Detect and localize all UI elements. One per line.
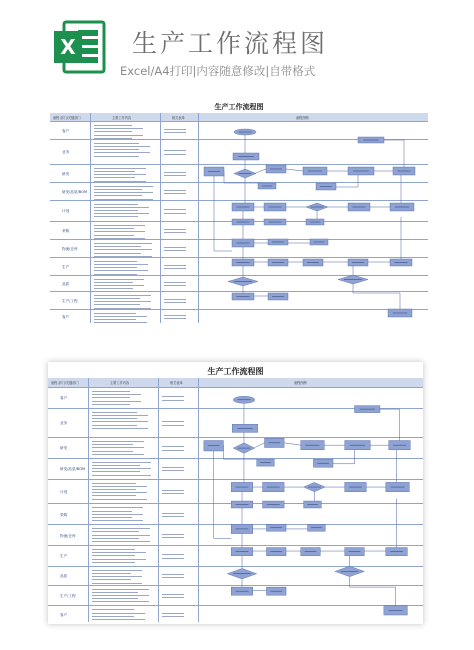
table-header: [50, 113, 428, 121]
task-text-line: [92, 471, 140, 472]
header-col-work: 主要工作内容: [110, 381, 130, 385]
flow-connector: [256, 169, 266, 173]
lane-name: 生产/工程: [60, 593, 76, 598]
task-text-line: [92, 483, 136, 484]
task-text-line: [92, 489, 136, 490]
lane-name: 品质: [60, 574, 68, 579]
flowchart-diagram: [198, 121, 428, 323]
flow-connector: [255, 443, 265, 448]
task-text-line: [92, 451, 133, 452]
lane-name: 生产: [60, 554, 68, 559]
task-text-line: [94, 235, 134, 236]
task-text-line: [92, 559, 146, 560]
form-text-line: [162, 594, 184, 595]
task-text-line: [94, 270, 148, 271]
form-text-line: [162, 616, 184, 617]
header-col-dept: 流程 部门/关键部门: [51, 381, 79, 385]
task-text-line: [92, 538, 139, 539]
task-text-line: [94, 207, 149, 208]
form-text-line: [164, 175, 186, 176]
header-col-flow: 流程图例: [296, 116, 309, 120]
task-text-line: [94, 279, 144, 280]
task-text-line: [94, 282, 133, 283]
lane-name: 研发/品质/BOM: [62, 189, 88, 194]
task-text-line: [94, 253, 141, 254]
task-text-line: [92, 592, 138, 593]
task-text-line: [92, 549, 135, 550]
header-col-dept: 流程 部门/关键部门: [53, 116, 81, 120]
lane-name: 研发: [60, 446, 68, 451]
task-text-line: [94, 213, 149, 214]
task-text-line: [92, 517, 132, 518]
task-text-line: [94, 319, 136, 320]
task-text-line: [94, 243, 152, 244]
task-text-line: [92, 394, 141, 395]
task-text-line: [94, 192, 153, 193]
lane-name: 业务: [62, 150, 70, 155]
task-text-line: [92, 555, 135, 556]
form-text-line: [164, 190, 186, 191]
task-text-line: [94, 301, 151, 302]
task-text-line: [94, 304, 140, 305]
task-text-line: [92, 520, 143, 521]
task-text-line: [92, 609, 134, 610]
header-col-forms: 相关表单: [172, 116, 185, 120]
task-text-line: [94, 249, 152, 250]
task-text-line: [94, 228, 134, 229]
lane-name: 品质: [62, 281, 70, 286]
col-divider: [88, 378, 89, 622]
task-text-line: [94, 168, 146, 169]
task-text-line: [92, 595, 149, 596]
form-text-line: [164, 247, 186, 248]
flowchart-diagram: [198, 387, 423, 622]
page-subtitle: Excel/A4打印|内容随意修改|自带格式: [120, 64, 316, 78]
form-text-line: [162, 554, 184, 555]
lane-name: 计划: [60, 489, 68, 494]
task-text-line: [94, 146, 150, 147]
task-text-line: [94, 156, 139, 157]
task-text-line: [94, 135, 143, 136]
preview-page-1: [50, 100, 428, 325]
task-text-line: [94, 216, 138, 217]
task-text-line: [94, 171, 135, 172]
form-text-line: [162, 613, 184, 614]
lane-name: 生产/工程: [62, 298, 78, 303]
lane-name: 物流/仓库: [62, 246, 78, 251]
task-text-line: [92, 404, 130, 405]
task-text-line: [94, 128, 143, 129]
task-text-line: [92, 418, 137, 419]
task-text-line: [92, 535, 150, 536]
task-text-line: [92, 562, 135, 563]
form-text-line: [164, 282, 186, 283]
form-text-line: [164, 265, 186, 266]
task-text-line: [92, 570, 142, 571]
form-text-line: [164, 268, 186, 269]
task-text-line: [94, 131, 132, 132]
task-text-line: [92, 447, 144, 448]
form-text-line: [162, 597, 184, 598]
task-text-line: [92, 613, 145, 614]
form-text-line: [162, 516, 184, 517]
task-text-line: [92, 528, 150, 529]
task-text-line: [94, 152, 150, 153]
form-text-line: [164, 193, 186, 194]
lane-name: 物流/仓库: [60, 533, 76, 538]
task-text-line: [94, 225, 145, 226]
task-text-line: [92, 412, 137, 413]
col-divider: [90, 113, 91, 323]
task-text-line: [92, 514, 143, 515]
task-text-line: [94, 143, 139, 144]
task-text-line: [92, 552, 146, 553]
task-text-line: [94, 295, 151, 296]
task-text-line: [92, 495, 136, 496]
task-text-line: [92, 444, 133, 445]
flow-connector: [284, 443, 301, 445]
lane-name: 研发: [62, 171, 70, 176]
lane-name: 客户: [62, 314, 70, 319]
task-text-line: [94, 264, 148, 265]
form-text-line: [164, 172, 186, 173]
task-text-line: [92, 583, 142, 584]
task-text-line: [92, 415, 148, 416]
task-text-line: [94, 195, 142, 196]
form-text-line: [164, 229, 186, 230]
task-text-line: [92, 428, 148, 429]
task-text-line: [92, 391, 130, 392]
lane-name: 客户: [62, 128, 70, 133]
form-text-line: [162, 467, 184, 468]
task-text-line: [92, 462, 151, 463]
task-text-line: [92, 465, 140, 466]
task-text-line: [92, 486, 147, 487]
template-header: [0, 0, 474, 95]
task-text-line: [94, 246, 141, 247]
task-text-line: [94, 313, 136, 314]
form-text-line: [164, 302, 186, 303]
header-col-flow: 流程图例: [294, 381, 307, 385]
form-text-line: [164, 132, 186, 133]
task-text-line: [92, 397, 130, 398]
form-text-line: [164, 209, 186, 210]
form-text-line: [162, 577, 184, 578]
form-text-line: [164, 250, 186, 251]
lane-name: 业务: [60, 421, 68, 426]
task-text-line: [92, 541, 150, 542]
task-text-line: [92, 425, 137, 426]
form-text-line: [162, 558, 184, 559]
task-text-line: [92, 421, 148, 422]
task-text-line: [92, 616, 134, 617]
doc-title: 生产工作流程图: [214, 102, 264, 111]
task-text-line: [92, 589, 149, 590]
form-text-line: [164, 232, 186, 233]
table-header: [48, 378, 423, 387]
form-text-line: [162, 493, 184, 494]
header-col-forms: 相关表单: [170, 381, 183, 385]
task-text-line: [92, 576, 142, 577]
task-text-line: [94, 261, 137, 262]
doc-title: 生产工作流程图: [207, 366, 264, 376]
task-text-line: [94, 189, 142, 190]
task-text-line: [92, 492, 147, 493]
form-text-line: [162, 574, 184, 575]
task-text-line: [94, 204, 138, 205]
task-text-line: [94, 267, 137, 268]
form-text-line: [162, 534, 184, 535]
form-text-line: [162, 470, 184, 471]
form-text-line: [162, 396, 184, 397]
task-text-line: [92, 573, 131, 574]
lane-name: 采购: [60, 512, 68, 517]
form-text-line: [164, 129, 186, 130]
task-text-line: [94, 125, 132, 126]
form-text-line: [164, 315, 186, 316]
task-text-line: [94, 231, 145, 232]
task-text-line: [92, 579, 131, 580]
task-text-line: [92, 601, 149, 602]
task-text-line: [92, 475, 151, 476]
form-text-line: [162, 490, 184, 491]
col-divider: [160, 113, 161, 323]
task-text-line: [92, 511, 132, 512]
logo-letter: X: [60, 35, 76, 59]
lane-name: 采购: [62, 229, 70, 234]
form-text-line: [162, 537, 184, 538]
form-text-line: [164, 150, 186, 151]
task-text-line: [92, 619, 145, 620]
lane-name: 研发/品质/BOM: [60, 467, 86, 472]
form-text-line: [162, 425, 184, 426]
flow-table: [48, 378, 423, 622]
task-text-line: [94, 285, 144, 286]
form-text-line: [164, 154, 186, 155]
lane-name: 客户: [60, 396, 68, 401]
form-text-line: [164, 213, 186, 214]
task-text-line: [94, 177, 135, 178]
task-text-line: [94, 149, 139, 150]
task-text-line: [92, 441, 144, 442]
form-text-line: [162, 450, 184, 451]
form-text-line: [162, 446, 184, 447]
lane-name: 客户: [60, 612, 68, 617]
task-text-line: [94, 174, 146, 175]
task-text-line: [94, 316, 147, 317]
form-text-line: [164, 299, 186, 300]
flow-connector: [286, 169, 303, 171]
col-divider: [158, 378, 159, 622]
task-text-line: [92, 531, 139, 532]
task-text-line: [92, 454, 144, 455]
task-text-line: [94, 210, 138, 211]
form-text-line: [162, 400, 184, 401]
task-text-line: [92, 507, 143, 508]
preview-page-2: [48, 362, 423, 624]
flow-table: [50, 113, 428, 323]
form-text-line: [162, 513, 184, 514]
header-col-work: 主要工作内容: [112, 116, 132, 120]
lane-name: 生产: [62, 264, 70, 269]
task-text-line: [92, 598, 138, 599]
task-text-line: [92, 499, 147, 500]
form-text-line: [162, 421, 184, 422]
lane-name: 计划: [62, 209, 70, 214]
page-title: 生产工作流程图: [132, 29, 329, 58]
form-text-line: [164, 318, 186, 319]
form-text-line: [164, 285, 186, 286]
task-text-line: [94, 298, 140, 299]
excel-logo-icon: [50, 18, 108, 76]
task-text-line: [92, 401, 141, 402]
task-text-line: [94, 288, 133, 289]
task-text-line: [92, 468, 151, 469]
task-text-line: [94, 186, 153, 187]
task-text-line: [94, 322, 147, 323]
